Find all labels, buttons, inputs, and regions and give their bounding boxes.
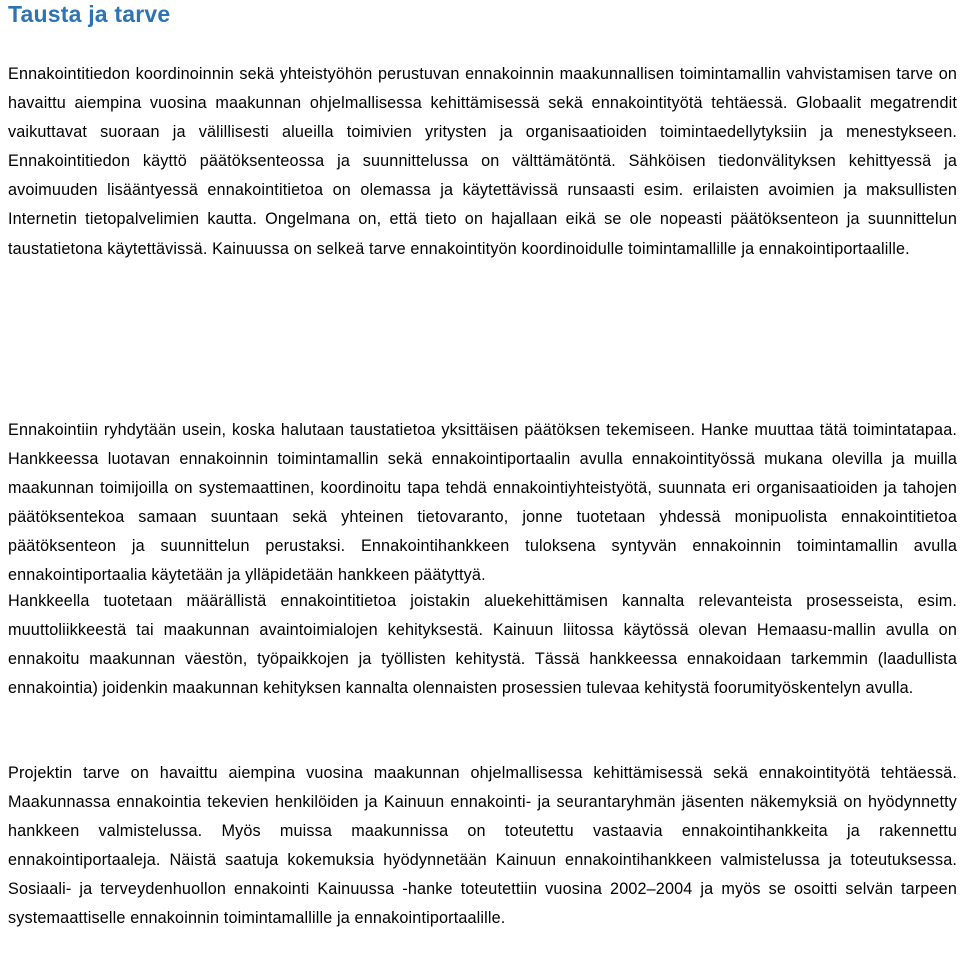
document-page xyxy=(8,0,957,928)
paragraph-background-need: Ennakointitiedon koordinoinnin sekä yhteistyöhön perustuvan ennakoinnin maakunnallisen toimintamallin vahvistamisen tarve on havaittu aiempina vuosina maakunnan ohjelmallisessa kehittämisessä sekä ennakointityötä tehtäessä. Globaalit megatrendit vaikuttavat suoraan ja välillisesti alueilla toimivien yritysten ja organisaatioiden toimintaedellytyksiin ja menestykseen. Ennakointitiedon käyttö päätöksenteossa ja suunnittelussa on välttämätöntä. Sähköisen tiedonvälityksen kehittyessä ja avoimuuden lisääntyessä ennakointitietoa on olemassa ja käytettävissä runsaasti esim. erilaisten avoimien ja maksullisten Internetin tietopalvelimien kautta. Ongelmana on, että tieto on hajallaan eikä se ole nopeasti päätöksenteon ja suunnittelun taustatietona käytettävissä. Kainuussa on selkeä tarve ennakointityön koordinoidulle toimintamallille ja ennakointiportaalille. xyxy=(8,65,957,258)
section-heading: Tausta ja tarve xyxy=(8,1,171,27)
paragraph-new-approach: Ennakointiin ryhdytään usein, koska halutaan taustatietoa yksittäisen päätöksen tekemiseen. Hanke muuttaa tätä toimintatapaa. Hankkeessa luotavan ennakoinnin toimintamallin sekä ennakointiportaalin avulla ennakointityössä mukana olevilla ja muilla maakunnan toimijoilla on systemaattinen, koordinoitu tapa tehdä ennakointiyhteistyötä, suunnata eri organisaatioiden ja tahojen päätöksentekoa samaan suuntaan sekä yhteinen tietovaranto, jonne tuotetaan yhdessä monipuolista ennakointitietoa päätöksenteon ja suunnittelun perustaksi. Ennakointihankkeen tuloksena syntyvän ennakoinnin toimintamallin avulla ennakointiportaalia käytetään ja ylläpidetään hankkeen päätyttyä. xyxy=(8,421,957,585)
paragraph-project-need: Projektin tarve on havaittu aiempina vuosina maakunnan ohjelmallisessa kehittämisessä sekä ennakointityötä tehtäessä. Maakunnassa ennakointia tekevien henkilöiden ja Kainuun ennakointi- ja seurantaryhmän jäsenten näkemyksiä on hyödynnetty hankkeen valmistelussa. Myös muissa maakunnissa on toteutettu vastaavia ennakointihankkeita ja rakennettu ennakointiportaaleja. Näistä saatuja kokemuksia hyödynnetään Kainuun ennakointihankkeen valmistelussa ja toteutuksessa. Sosiaali- ja terveydenhuollon ennakointi Kainuussa -hanke toteutettiin vuosina 2002–2004 ja myös se osoitti selvän tarpeen systemaattiselle ennakoinnin toimintamallille ja ennakointiportaalille. xyxy=(8,764,957,928)
paragraph-quantitative-foresight: Hankkeella tuotetaan määrällistä ennakointitietoa joistakin aluekehittämisen kannalta relevanteista prosesseista, esim. muuttoliikkeestä tai maakunnan avaintoimialojen kehityksestä. Kainuun liitossa käytössä olevan Hemaasu-mallin avulla on ennakoitu maakunnan väestön, työpaikkojen ja työllisten kehitystä. Tässä hankkeessa ennakoidaan tarkemmin (laadullista ennakointia) joidenkin maakunnan kehityksen kannalta olennaisten prosessien tulevaa kehitystä foorumityöskentelyn avulla. xyxy=(8,592,957,698)
